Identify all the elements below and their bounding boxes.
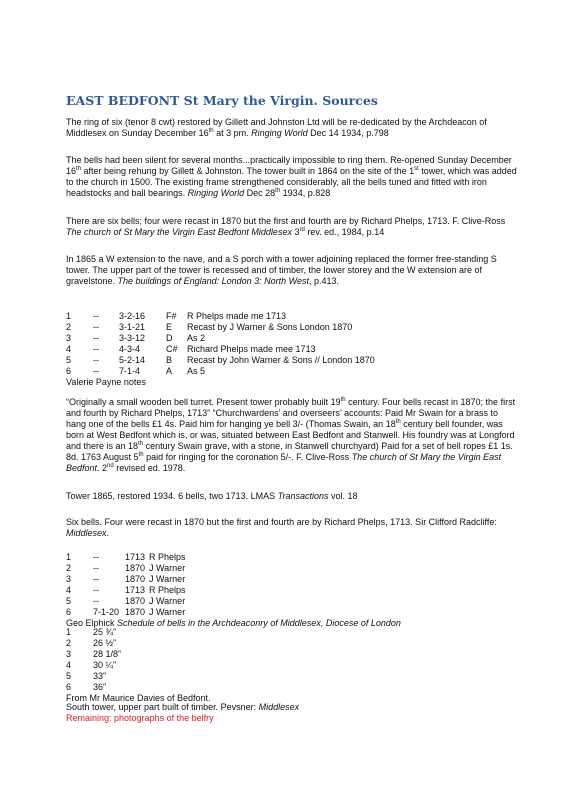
table-cell-n: 2 (66, 638, 72, 648)
table-row (66, 671, 121, 682)
source-clive-ross-quote: “Originally a small wooden bell turret. Present tower probably built 19th century. Four bells recast in 1870; the first and fourth by Richard Phelps, 1713” “Churchwardens’ and overseers’ accounts: Paid Mr Swain for a brass to hang one of the bells £1 4s. Paid him for hanging ye bell 3/- (Thomas Swain, an 18th century bell founder, was born at West Bedfont which is, or was, situated between East Bedfont and Stanwell. His foundry was at Longford and there is an 18th century Swain grave, with a stone, in Stanwell churchyard) Paid for a set of bell ropes £1 1s. 8d. 1763 August 5th paid for ringing for the coronation 5/-. F. Clive-Ross The church of St Mary the Virgin East Bedfont. 2nd revised ed. 1978. (66, 397, 516, 473)
table-row (66, 355, 375, 366)
table-cell-n: 3 (66, 574, 72, 584)
table-row (66, 649, 121, 660)
table-cell-n: 6 (66, 607, 72, 617)
table-cell-note: C# (166, 344, 178, 354)
table-cell-f: J Warner (149, 596, 186, 606)
table-row (66, 366, 375, 377)
table-source: Valerie Payne notes (66, 377, 146, 387)
table-cell-note: F# (166, 311, 177, 321)
table-cell-n: 1 (66, 627, 72, 637)
table-cell-d: -- (93, 344, 99, 354)
table-cell-v: 30 ¼” (93, 660, 117, 670)
table-cell-d: -- (93, 552, 99, 562)
table-row (66, 596, 186, 607)
table-cell-desc: R Phelps made me 1713 (187, 311, 287, 321)
table-row (66, 607, 186, 618)
table-source: From Mr Maurice Davies of Bedfont. (66, 693, 211, 703)
table-cell-desc: Recast by John Warner & Sons // London 1870 (187, 355, 375, 365)
source-ringing-world-1934-dec14: The ring of six (tenor 8 cwt) restored by Gillett and Johnston Ltd will be re-dedicated by the Archdeacon of Middlesex on Sunday December 16th at 3 pm. Ringing World Dec 14 1934, p.798 (66, 117, 487, 138)
table-cell-y: 1870 (124, 574, 146, 584)
table-row (66, 322, 375, 333)
bells-table-elphick (66, 552, 401, 629)
table-cell-v: 25 ¾” (93, 627, 117, 637)
table-cell-y: 1870 (124, 596, 146, 606)
table-cell-n: 3 (66, 333, 72, 343)
table-cell-d: 7-1-20 (93, 607, 120, 617)
table-row (66, 574, 186, 585)
table-cell-d: -- (93, 322, 99, 332)
table-cell-d: -- (93, 366, 99, 376)
table-cell-n: 1 (66, 311, 72, 321)
table-row (66, 660, 121, 671)
table-row (66, 585, 186, 596)
page-title: EAST BEDFONT St Mary the Virgin. Sources (66, 93, 378, 108)
source-buildings-of-england: In 1865 a W extension to the nave, and a S porch with a tower adjoining replaced the former free-standing S tower. The upper part of the tower is recessed and of timber, the lower storey and the W extension are of gravelstone. The buildings of England: London 3: North West, p.413. (66, 254, 497, 286)
table-cell-note: B (166, 355, 173, 365)
table-cell-v: 33” (93, 671, 107, 681)
table-cell-n: 6 (66, 682, 72, 692)
table-cell-w: 3-1-21 (119, 322, 146, 332)
table-cell-n: 6 (66, 366, 72, 376)
table-cell-d: -- (93, 585, 99, 595)
table-cell-note: A (166, 366, 173, 376)
table-cell-n: 5 (66, 596, 72, 606)
table-cell-n: 5 (66, 355, 72, 365)
table-row (66, 682, 121, 693)
table-cell-v: 26 ½” (93, 638, 117, 648)
table-cell-v: 28 1/8” (93, 649, 122, 659)
table-cell-w: 4-3-4 (119, 344, 141, 354)
source-ringing-world-1934-dec28: The bells had been silent for several months...practically impossible to ring them. Re-opened Sunday December 16th after being rehung by Gillett & Johnston. The tower built in 1864 on the site of the 1st tower, which was added to the church in 1500. The existing frame strengthened considerably, all the bells tuned and fitted with iron headstocks and ball bearings. Ringing World Dec 28th 1934, p.828 (66, 155, 517, 198)
table-cell-v: 36” (93, 682, 107, 692)
bells-table-davies (66, 627, 211, 704)
table-cell-f: J Warner (149, 563, 186, 573)
table-cell-w: 7-1-4 (119, 366, 141, 376)
table-cell-y: 1713 (124, 585, 146, 595)
table-cell-desc: Richard Phelps made mee 1713 (187, 344, 316, 354)
table-cell-w: 3-2-16 (119, 311, 146, 321)
table-cell-d: -- (93, 311, 99, 321)
source-lmas-transactions: Tower 1865, restored 1934. 6 bells, two 1713. LMAS Transactions vol. 18 (66, 491, 358, 501)
table-row (66, 627, 121, 638)
table-cell-d: -- (93, 596, 99, 606)
table-cell-note: D (166, 333, 173, 343)
table-cell-d: -- (93, 333, 99, 343)
table-cell-desc: As 2 (187, 333, 206, 343)
table-cell-d: -- (93, 355, 99, 365)
table-cell-desc: Recast by J Warner & Sons London 1870 (187, 322, 353, 332)
table-cell-n: 1 (66, 552, 72, 562)
table-cell-n: 2 (66, 563, 72, 573)
table-row (66, 333, 375, 344)
table-cell-n: 3 (66, 649, 72, 659)
table-cell-desc: As 5 (187, 366, 206, 376)
table-row (66, 311, 375, 322)
table-cell-f: J Warner (149, 607, 186, 617)
table-cell-n: 4 (66, 585, 72, 595)
table-cell-n: 4 (66, 660, 72, 670)
table-cell-y: 1870 (124, 607, 146, 617)
source-pevsner-middlesex: South tower, upper part built of timber. Pevsner: Middlesex (66, 702, 300, 712)
table-cell-n: 5 (66, 671, 72, 681)
source-clive-ross-rev-ed: There are six bells; four were recast in 1870 but the first and fourth are by Richard Phelps, 1713. F. Clive-Ross The church of St Mary the Virgin East Bedfont Middlesex 3rd rev. ed., 1984, p.14 (66, 216, 506, 237)
table-cell-d: -- (93, 574, 99, 584)
remaining-note: Remaining: photographs of the belfry (66, 713, 214, 723)
table-cell-d: -- (93, 563, 99, 573)
table-source: Geo Elphick Schedule of bells in the Archdeaconry of Middlesex, Diocese of London (66, 618, 401, 628)
table-cell-w: 3-3-12 (119, 333, 146, 343)
table-cell-f: R Phelps (149, 585, 186, 595)
table-row (66, 563, 186, 574)
table-row (66, 344, 375, 355)
table-cell-note: E (166, 322, 173, 332)
bells-table-payne (66, 311, 375, 388)
table-cell-n: 2 (66, 322, 72, 332)
table-cell-f: J Warner (149, 574, 186, 584)
table-cell-w: 5-2-14 (119, 355, 146, 365)
table-cell-n: 4 (66, 344, 72, 354)
table-cell-y: 1713 (124, 552, 146, 562)
table-cell-y: 1870 (124, 563, 146, 573)
table-cell-f: R Phelps (149, 552, 186, 562)
source-radcliffe-middlesex: Six bells. Four were recast in 1870 but the first and fourth are by Richard Phelps, 1713. Sir Clifford Radcliffe: Middlesex. (66, 517, 497, 538)
table-row (66, 638, 121, 649)
table-row (66, 552, 186, 563)
